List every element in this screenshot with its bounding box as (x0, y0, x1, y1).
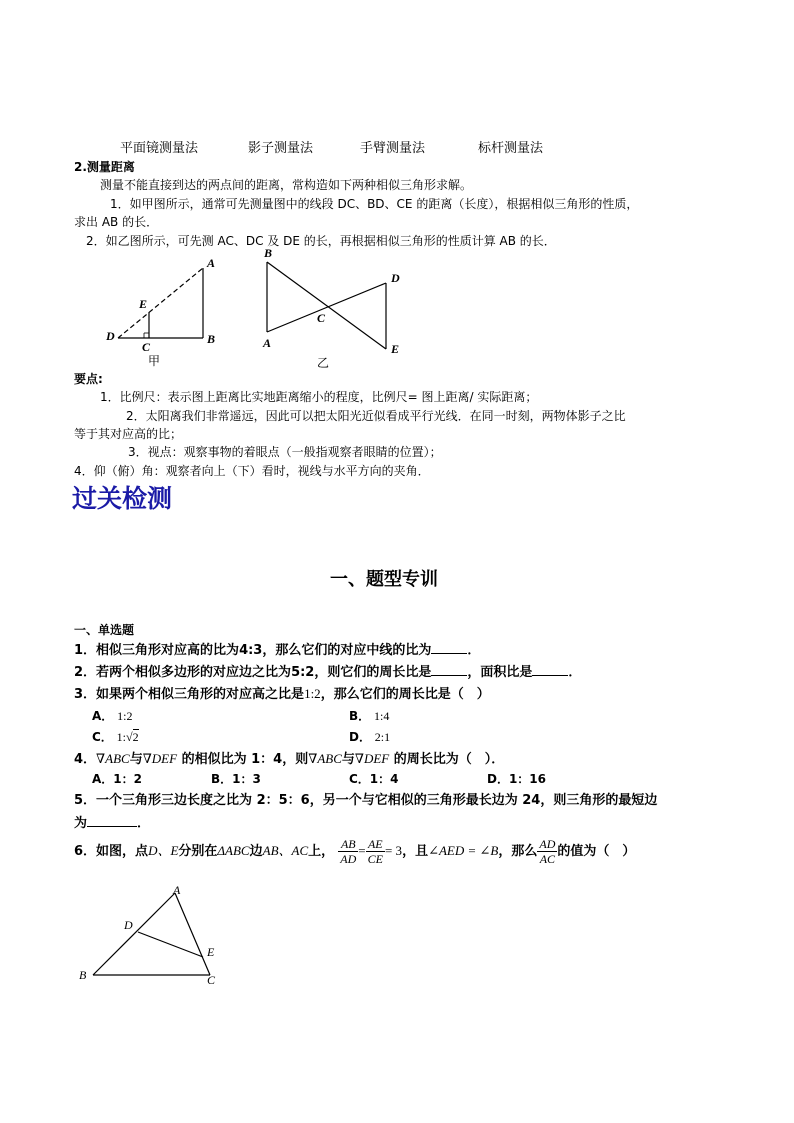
q3-option-d-letter: D． (349, 730, 371, 744)
q1-answer-blank[interactable] (431, 641, 467, 654)
q4-text-m5: 的周长比为（ ）． (389, 752, 505, 767)
q2-text-b: ，则它们的周长比是 (314, 665, 432, 680)
q5-num: 5． (74, 793, 97, 808)
section2-intro: 测量不能直接到达的两点间的距离，常构造如下两种相似三角形求解。 (100, 178, 473, 192)
q4-num: 4． (74, 752, 97, 767)
q3-option-d-value: 2:1 (374, 730, 391, 744)
q6-text-c: 分别在 (178, 844, 218, 859)
q6-angle: ∠AED = ∠B (428, 843, 499, 858)
question-6 (74, 834, 635, 869)
q2-num: 2． (74, 665, 97, 680)
fig-q6-label-d: D (124, 918, 133, 932)
triangle-icon: ∇ (96, 751, 106, 766)
question-5-line2 (74, 814, 150, 832)
triangle-icon: ∇ (354, 751, 364, 766)
fig-q6-label-a: A (173, 883, 181, 897)
question-2 (74, 663, 581, 681)
q3-option-c-letter: C． (92, 730, 113, 744)
fig-jia-label-b: B (207, 332, 216, 346)
fig-q6-side-ac (175, 893, 210, 975)
fig-jia-label-c: C (142, 340, 151, 354)
fig-jia-label-e: E (139, 297, 148, 311)
fig-yi-label-e: E (391, 342, 400, 356)
fig-yi-label-c: C (317, 311, 326, 325)
section2-p2: 2．如乙图所示，可先测 AC、DC 及 DE 的长，再根据相似三角形的性质计算 AB 的长． (86, 234, 556, 248)
fig-jia-label-a: A (207, 256, 216, 270)
sub-heading: 一、单选题 (74, 623, 135, 637)
q6-text-j: 的值为（ ） (557, 844, 636, 859)
question-5 (74, 792, 657, 809)
q3-option-c-radicand: 2 (132, 730, 139, 744)
q2-answer-blank-2[interactable] (532, 663, 568, 676)
figure-yi (260, 255, 410, 365)
keypoint-3: 3．视点：观察事物的着眼点（一般指观察者眼睛的位置）； (128, 445, 442, 459)
q4-option-a[interactable]: A．1：2 (92, 772, 142, 786)
triangle-icon: ∇ (308, 751, 318, 766)
q3-option-a[interactable] (92, 708, 132, 724)
question-4 (74, 750, 504, 768)
q6-frac3-num: AD (539, 837, 556, 851)
q4-text-m4: 与 (341, 752, 355, 767)
q6-text-i: ，那么 (498, 844, 538, 859)
q3-option-b-letter: B． (349, 709, 371, 723)
q6-equals: = (358, 843, 366, 858)
fig-jia-caption: 甲 (148, 354, 161, 368)
q1-text-b: ，那么它们的对应中线的比为 (262, 643, 432, 658)
q2-answer-blank-1[interactable] (431, 663, 467, 676)
q6-frac1-num: AB (338, 837, 358, 852)
q4-ratio: 1：4 (251, 752, 283, 767)
q6-fraction-ae-ce (366, 837, 385, 866)
sqrt-icon: √ (125, 730, 133, 744)
q4-tri-4: DEF (363, 751, 390, 766)
q3-text-b: ，那么它们的周长比是（ ） (320, 687, 490, 702)
q3-option-b-value: 1:4 (373, 709, 390, 723)
q6-fraction-ab-ad (338, 837, 358, 866)
q3-option-a-value: 1:2 (117, 709, 133, 723)
question-3 (74, 685, 490, 703)
fig-q6-label-c: C (207, 973, 216, 987)
q6-frac3-den: AC (539, 852, 556, 866)
q4-tri-2: DEF (151, 751, 178, 766)
fig-yi-line-be (267, 262, 386, 349)
q4-text-m3: ，则 (282, 752, 309, 767)
fig-yi-line-ad (267, 283, 386, 332)
q4-text-m2: 的相似比为 (177, 752, 252, 767)
section2-p1-line1: 1．如甲图所示，通常可先测量图中的线段 DC、BD、CE 的距离（长度），根据相似三角形的性质， (110, 197, 639, 211)
q6-frac1-den: AD (340, 852, 357, 866)
fig-q6-side-ab (93, 893, 175, 975)
q2-text-c: ，面积比是 (467, 665, 533, 680)
q1-num: 1． (74, 643, 97, 658)
triangle-icon: ∇ (142, 751, 152, 766)
fig-yi-caption: 乙 (317, 356, 330, 370)
q4-tri-3: ABC (317, 751, 342, 766)
keypoint-4: 4．仰（俯）角：观察者向上（下）看时，视线与水平方向的夹角． (74, 464, 430, 478)
fig-yi-label-b: B (264, 246, 273, 260)
figure-q6 (80, 885, 240, 995)
q6-text-e: 边 (249, 844, 263, 859)
q6-points: D、E (148, 843, 179, 858)
q3-option-b[interactable] (349, 708, 389, 724)
q6-num: 6． (74, 844, 97, 859)
q4-option-b[interactable]: B．1：3 (211, 772, 261, 786)
section-title: 一、题型专训 (330, 569, 438, 590)
fig-q6-label-e: E (207, 945, 215, 959)
q6-frac2-den: CE (367, 852, 383, 866)
q5-line2: 为 (74, 816, 88, 831)
q3-option-c-value: 1: (116, 730, 126, 744)
q3-option-c[interactable] (92, 729, 139, 745)
q1-end: ． (467, 643, 481, 658)
q4-option-d[interactable]: D．1：16 (487, 772, 547, 786)
q6-text-h: ，且 (402, 844, 429, 859)
fig-yi-label-a: A (263, 336, 272, 350)
method-pole: 标杆测量法 (478, 141, 544, 156)
q4-option-c[interactable]: C．1：4 (349, 772, 399, 786)
fig-jia-hypotenuse (118, 268, 203, 338)
section2-heading: 2.测量距离 (74, 160, 135, 174)
q6-text-a: 如图，点 (96, 844, 149, 859)
q2-ratio: 5:2 (291, 665, 315, 680)
banner-title: 过关检测 (72, 484, 173, 513)
fig-jia-label-d: D (106, 329, 115, 343)
q5-end: ． (137, 816, 151, 831)
q6-fraction-ad-ac (537, 837, 557, 866)
q5-line1: 一个三角形三边长度之比为 2：5：6，另一个与它相似的三角形最长边为 24，则三角形的最短边 (96, 793, 658, 808)
q1-ratio: 4:3 (239, 643, 263, 658)
fig-yi-label-d: D (391, 271, 400, 285)
fig-q6-label-b: B (79, 968, 87, 982)
q3-option-d[interactable] (349, 729, 390, 745)
question-1 (74, 641, 480, 659)
keypoints-heading: 要点: (74, 372, 103, 386)
q6-text-g: 上， (308, 844, 335, 859)
q6-sides: AB、AC (262, 843, 309, 858)
q6-triangle: ΔABC (217, 843, 250, 858)
method-plane-mirror: 平面镜测量法 (120, 141, 199, 156)
q1-text-a: 相似三角形对应高的比为 (96, 643, 240, 658)
q3-ratio: 1:2 (304, 686, 321, 701)
keypoint-1: 1．比例尺：表示图上距离比实地距离缩小的程度，比例尺= 图上距离/ 实际距离； (100, 390, 538, 404)
q2-text-a: 若两个相似多边形的对应边之比为 (96, 665, 292, 680)
q5-answer-blank[interactable] (87, 814, 137, 827)
q6-equals-3: = 3 (384, 843, 403, 858)
section2-p1-line2: 求出 AB 的长． (74, 215, 159, 229)
q4-tri-1: ABC (105, 751, 130, 766)
q3-text-a: 如果两个相似三角形的对应高之比是 (96, 687, 305, 702)
keypoint-2-line1: 2．太阳离我们非常遥远，因此可以把太阳光近似看成平行光线．在同一时刻，两物体影子之比 (126, 409, 626, 423)
q3-option-a-letter: A． (92, 709, 114, 723)
q3-num: 3． (74, 687, 97, 702)
q2-end: ． (568, 665, 582, 680)
method-arm: 手臂测量法 (360, 141, 426, 156)
keypoint-2-line2: 等于其对应高的比； (74, 427, 183, 441)
method-shadow: 影子测量法 (248, 141, 314, 156)
q6-frac2-num: AE (366, 837, 385, 852)
q4-text-m1: 与 (129, 752, 143, 767)
